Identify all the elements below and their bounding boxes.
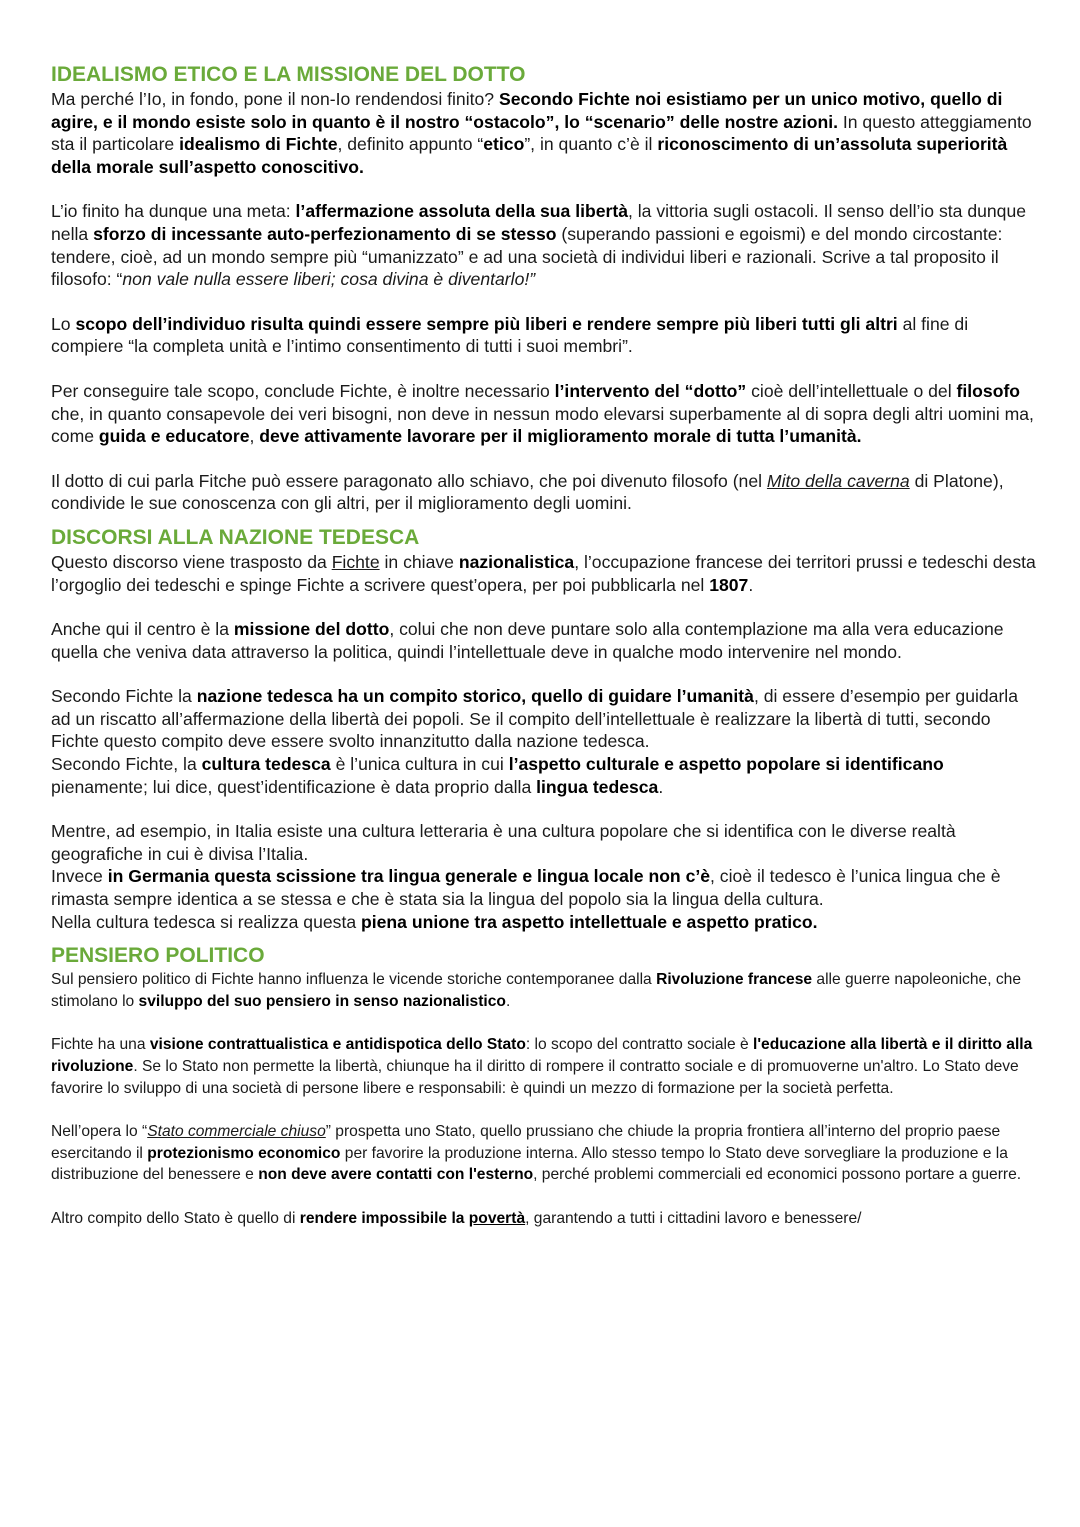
text-run: ”, in quanto c’è il [524,134,658,155]
paragraph [51,313,1036,358]
paragraph [51,551,1036,596]
emphasis-text: sviluppo del suo pensiero in senso nazionalistico [138,992,506,1010]
emphasis-text: l’aspetto culturale e aspetto popolare si identificano [508,754,944,775]
text-run: : lo scopo del contratto sociale è [525,1036,753,1054]
text-run: (superando passioni e egoismi) e del mondo circostante: tendere, cioè, ad un mondo sempre più “umanizzato” e ad una società di individui liberi e razionali. Scrive a tal proposito il filosofo: “ [51,223,1003,290]
text-run: Sul pensiero politico di Fichte hanno influenza le vicende storiche contemporanee dalla [51,971,657,989]
paragraph [51,1208,1036,1230]
text-run: Secondo Fichte la [51,686,197,707]
text-run: che, in quanto consapevole dei veri bisogni, non deve in nessun modo elevarsi superbamente al di sopra degli altri uomini ma, come [51,403,1034,447]
emphasis-text: 1807 [709,574,749,595]
emphasis-text: povertà [468,1209,526,1227]
text-run: al fine di compiere “la completa unità e l’intimo consentimento di tutti i suoi membri”. [51,313,969,357]
emphasis-text: nazione tedesca ha un compito storico, quello di guidare l’umanità [196,686,754,707]
text-run: In questo atteggiamento sta il particolare [51,111,1032,155]
emphasis-text: Stato commerciale chiuso [147,1123,326,1141]
text-run: cioè dell’intellettuale o del [746,380,957,401]
text-run: Nella cultura tedesca si realizza questa [51,911,362,932]
text-run: . [658,776,664,797]
section-title: DISCORSI ALLA NAZIONE TEDESCA [51,525,420,549]
text-run: Questo discorso viene trasposto da [51,551,332,572]
text-run: , garantendo a tutti i cittadini lavoro e benessere/ [525,1209,862,1227]
text-run: , definito appunto “ [337,134,484,155]
text-run: , di essere d’esempio per guidarla ad un riscatto all’affermazione della libertà dei popoli. Se il compito dell’intellettuale è realizzare la libertà di tutti, secondo Fichte questo compito deve essere svolto innanzitutto dalla nazione tedesca. [51,686,1019,752]
text-run: Mentre, ad esempio, in Italia esiste una cultura letteraria è una cultura popolare che si identifica con le diverse realtà geografiche in cui è divisa l’Italia. [51,821,956,864]
text-run: Per conseguire tale scopo, conclude Fichte, è inoltre necessario [51,380,555,401]
text-run: , la vittoria sugli ostacoli. Il senso dell’io sta dunque nella [51,201,1027,244]
emphasis-text: l'educazione alla libertà e il diritto alla rivoluzione [51,1036,1033,1075]
emphasis-text: rendere impossibile la [299,1209,469,1227]
emphasis-text: cultura tedesca [201,754,331,775]
text-run: . [505,992,511,1010]
paragraph [51,88,1036,178]
emphasis-text: filosofo [956,380,1021,401]
text-run: è l’unica cultura in cui [330,754,509,775]
text-run: di Platone), condivide le sue conoscenza con gli altri, per il miglioramento degli uomini. [51,470,1004,514]
text-run: , perché problemi commerciali ed economici possono portare a guerre. [533,1166,1022,1184]
text-run: per favorire la produzione interna. Allo stesso tempo lo Stato deve sorvegliare la produzione e la distribuzione del benessere e [51,1144,1008,1184]
paragraph [51,380,1036,448]
text-run: Nell’opera lo “ [51,1123,148,1141]
paragraph [51,470,1036,515]
emphasis-text: in Germania questa scissione tra lingua generale e lingua locale non c’è [107,866,711,887]
paragraph [51,685,1036,798]
emphasis-text: Secondo Fichte noi esistiamo per un unico motivo, quello di agire, e il mondo esiste solo in quanto è il nostro “ostacolo”, lo “scenario” delle nostre azioni. [51,89,1003,132]
text-run: Il dotto di cui parla Fitche può essere paragonato allo schiavo, che poi divenuto filosofo (nel [51,470,767,491]
paragraph [51,820,1036,933]
emphasis-text: nazionalistica [458,551,575,572]
text-run: ” prospetta uno Stato, quello prussiano che chiude la propria frontiera all’interno del proprio paese esercitando il [51,1123,1001,1162]
text-run: alle guerre napoleoniche, che stimolano lo [51,971,1021,1010]
emphasis-text: non vale nulla essere liberi; cosa divina è diventarlo!” [122,269,536,290]
text-run: , colui che non deve puntare solo alla contemplazione ma alla vera educazione quella che veniva data attraverso la politica, quindi l’intellettuale deve in qualche modo intervenire nel mondo. [51,619,1004,662]
emphasis-text: l’affermazione assoluta della sua libertà [295,201,628,222]
emphasis-text: Rivoluzione francese [656,971,813,989]
emphasis-text: idealismo di Fichte [179,134,338,155]
text-run: , l’occupazione francese dei territori prussi e tedeschi desta l’orgoglio dei tedeschi e spinge Fichte a scrivere quest’opera, per poi pubblicarla nel [51,551,1036,595]
emphasis-text: riconoscimento di un’assoluta superiorità della morale sull’aspetto conoscitivo. [51,134,1008,177]
text-run: Altro compito dello Stato è quello di [51,1209,300,1227]
emphasis-text: sforzo di incessante auto-perfezionamento di se stesso [93,223,557,244]
text-run: pienamente; lui dice, quest’identificazione è data proprio dalla [51,776,537,797]
text-run: L’io finito ha dunque una meta: [51,201,296,222]
text-run: Fichte ha una [51,1036,150,1054]
section-title: PENSIERO POLITICO [51,944,265,968]
emphasis-text: visione contrattualistica e antidispotica dello Stato [149,1036,526,1054]
paragraph [51,1034,1036,1099]
emphasis-text: etico [483,134,525,155]
text-run: . [748,574,754,595]
paragraph [51,618,1036,663]
emphasis-text: Fichte [331,551,380,572]
text-run: , [249,426,260,447]
paragraph [51,1121,1036,1186]
text-run: . Se lo Stato non permette la libertà, chiunque ha il diritto di rompere il contratto sociale e di promuoverne un'altro. Lo Stato deve favorire lo sviluppo di una società di persone libere e responsabili: è quindi un mezzo di formazione per la società perfetta. [51,1058,1019,1097]
paragraph [51,200,1036,290]
emphasis-text: lingua tedesca [536,776,659,797]
emphasis-text: l’intervento del “dotto” [554,380,747,401]
emphasis-text: Mito della caverna [766,470,910,491]
text-run: Ma perché l’Io, in fondo, pone il non-Io rendendosi finito? [51,89,499,109]
emphasis-text: protezionismo economico [147,1144,341,1162]
paragraph [51,969,1036,1012]
emphasis-text: deve attivamente lavorare per il miglioramento morale di tutta l’umanità. [259,426,862,447]
document-page [51,62,1036,1230]
text-run: Secondo Fichte, la [51,754,202,775]
text-run: Invece [51,866,108,887]
section-title: IDEALISMO ETICO E LA MISSIONE DEL DOTTO [51,63,526,86]
emphasis-text: piena unione tra aspetto intellettuale e aspetto pratico. [361,911,818,932]
emphasis-text: non deve avere contatti con l'esterno [258,1166,534,1184]
text-run: , cioè il tedesco è l’unica lingua che è rimasta sempre identica a se stessa e che è stata sia la lingua del popolo sia la lingua della cultura. [51,866,1001,910]
text-run: Lo [51,313,76,334]
text-run: Anche qui il centro è la [51,619,234,640]
emphasis-text: missione del dotto [233,619,390,640]
emphasis-text: guida e educatore [98,426,250,447]
emphasis-text: scopo dell’individuo risulta quindi essere sempre più liberi e rendere sempre più liberi tutti gli altri [75,313,898,334]
text-run: in chiave [379,551,459,572]
